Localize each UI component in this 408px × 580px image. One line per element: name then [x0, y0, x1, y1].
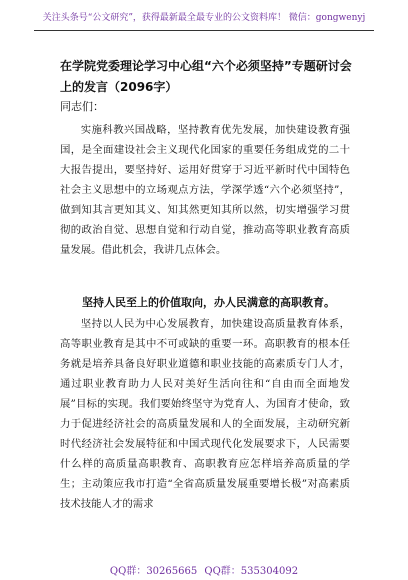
- header-divider: [34, 30, 374, 31]
- body-paragraph-2: 坚持以人民为中心发展教育，加快建设高质量教育体系，高等职业教育是其中不可或缺的重要一环。高职教育的根本任务就是培养具备良好职业道德和职业技能的高素质专门人才，通过职业教育助力人民对美好生活向往和“自由而全面地发展”目标的实现。我们要始终坚守为党育人、为国育才使命，致力于促进经济社会的高质量发展和人的全面发展，主动研究新时代经济社会发展特征和中国式现代化发展要求下，人民需要什么样的高质量高职教育、高职教育应怎样培养高质量的学生；主动策应我市打造“全省高质量发展重要增长极”对高素质技术技能人才的需求: [60, 318, 350, 510]
- section-heading: 坚持人民至上的价值取向，办人民满意的高职教育。: [82, 296, 335, 309]
- document-title: 在学院党委理论学习中心组“六个必须坚持”专题研讨会上的发言（2096字）: [60, 59, 352, 94]
- header-banner: 关注头条号“公文研究”，获得最新最全最专业的公文资料库！ 微信：gongwenyj: [42, 13, 366, 23]
- body-paragraph-1: 实施科教兴国战略，坚持教育优先发展，加快建设教育强国，是全面建设社会主义现代化国家的重要任务组成党的二十大报告提出，要坚持好、运用好贯穿于习近平新时代中国特色社会主义思想中的立场观点方法，学深学透“六个必须坚持”，做到知其言更知其义、知其然更知其所以然，切实增强学习贯彻的政治自觉、思想自觉和行动自觉，推动高等职业教育高质量发展。借此机会，我讲几点体会。: [60, 124, 350, 256]
- footer-contact: QQ群：30265665 QQ群：535304092: [109, 566, 299, 577]
- salutation: 同志们：: [60, 100, 104, 113]
